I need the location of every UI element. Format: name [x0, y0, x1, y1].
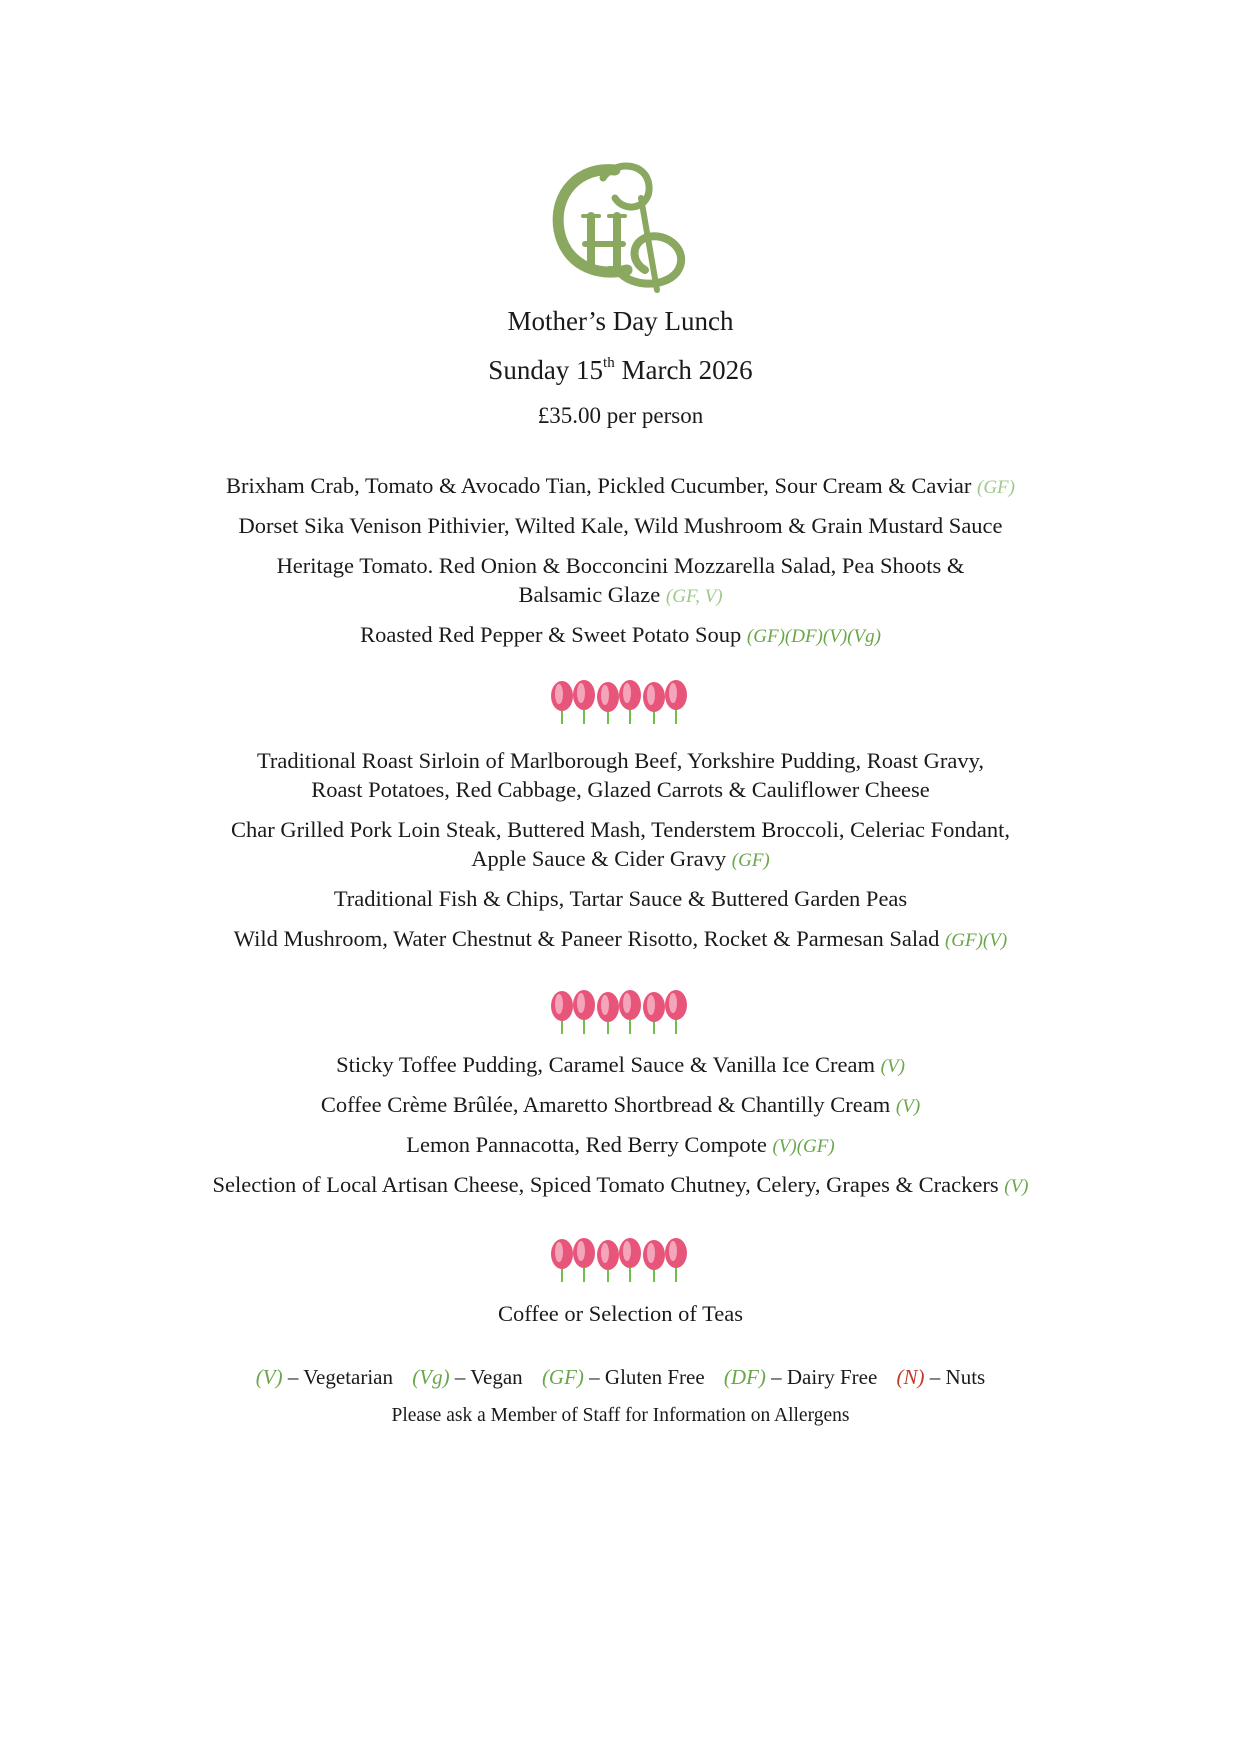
- dietary-legend: [0, 1365, 1241, 1390]
- dietary-tag: (GF)(DF)(V)(Vg): [746, 626, 881, 647]
- dish-text: Sticky Toffee Pudding, Caramel Sauce & Vanilla Ice Cream: [336, 1052, 881, 1077]
- dessert-item: [0, 1089, 1241, 1123]
- dish-text-line1: Traditional Roast Sirloin of Marlborough Beef, Yorkshire Pudding, Roast Gravy,: [256, 748, 985, 773]
- starter-item: [0, 470, 1241, 504]
- dish-text: Roasted Red Pepper & Sweet Potato Soup: [360, 622, 747, 647]
- main-item-continued: [0, 774, 1241, 806]
- legend-label-nuts: – Nuts: [924, 1365, 986, 1389]
- starter-item-continued: [0, 579, 1241, 613]
- dish-text: Lemon Pannacotta, Red Berry Compote: [406, 1132, 773, 1157]
- dish-text: Wild Mushroom, Water Chestnut & Paneer Risotto, Rocket & Parmesan Salad: [233, 926, 945, 951]
- legend-code-vegan: (Vg): [412, 1365, 450, 1389]
- dessert-item: [0, 1169, 1241, 1203]
- dish-text-line1: Char Grilled Pork Loin Steak, Buttered Mash, Tenderstem Broccoli, Celeriac Fondant,: [230, 817, 1011, 842]
- dish-text: Traditional Fish & Chips, Tartar Sauce & Buttered Garden Peas: [333, 886, 908, 911]
- legend-code-nuts: (N): [896, 1365, 925, 1389]
- legend-code-gluten-free: (GF): [541, 1365, 584, 1389]
- dietary-tag: (GF)(V): [944, 930, 1008, 951]
- tulips-divider-icon: [550, 680, 690, 724]
- legend-label-dairy-free: – Dairy Free: [765, 1365, 878, 1389]
- ch-monogram-logo: [545, 158, 695, 298]
- legend-label-vegetarian: – Vegetarian: [282, 1365, 393, 1389]
- menu-title: Mother’s Day Lunch: [507, 306, 734, 336]
- legend-code-vegetarian: (V): [255, 1365, 283, 1389]
- main-item: [0, 883, 1241, 915]
- dietary-tag: (V): [880, 1056, 905, 1077]
- dish-text-line2: Roast Potatoes, Red Cabbage, Glazed Carrots & Cauliflower Cheese: [311, 777, 930, 802]
- dessert-item: [0, 1129, 1241, 1163]
- legend-label-gluten-free: – Gluten Free: [583, 1365, 705, 1389]
- legend-code-dairy-free: (DF): [723, 1365, 766, 1389]
- dietary-tag: (V): [895, 1096, 921, 1117]
- starter-item: [0, 550, 1241, 582]
- dietary-tag: (GF, V): [665, 586, 723, 607]
- dish-text-line2: Balsamic Glaze: [518, 582, 666, 607]
- coffee-line: Coffee or Selection of Teas: [497, 1301, 744, 1326]
- dietary-tag: (V)(GF): [772, 1136, 835, 1157]
- allergen-note: Please ask a Member of Staff for Information on Allergens: [391, 1405, 850, 1426]
- dish-text: Selection of Local Artisan Cheese, Spiced Tomato Chutney, Celery, Grapes & Crackers: [212, 1172, 1005, 1197]
- tulips-divider-icon: [550, 1238, 690, 1282]
- starter-item: [0, 619, 1241, 653]
- menu-price: £35.00 per person: [537, 403, 704, 428]
- dish-text-line1: Heritage Tomato. Red Onion & Bocconcini Mozzarella Salad, Pea Shoots &: [276, 553, 965, 578]
- date-suffix: March 2026: [614, 355, 753, 385]
- dietary-tag: (GF): [977, 477, 1015, 498]
- menu-date: [0, 355, 1241, 386]
- date-prefix: Sunday 15: [488, 355, 604, 385]
- dietary-tag: (GF): [731, 850, 770, 871]
- starter-item: [0, 510, 1241, 544]
- dish-text: Brixham Crab, Tomato & Avocado Tian, Pickled Cucumber, Sour Cream & Caviar: [226, 473, 977, 498]
- main-item: [0, 814, 1241, 846]
- legend-label-vegan: – Vegan: [449, 1365, 523, 1389]
- dietary-tag: (V): [1004, 1176, 1029, 1197]
- main-item: [0, 923, 1241, 957]
- dish-text: Coffee Crème Brûlée, Amaretto Shortbread & Chantilly Cream: [320, 1092, 896, 1117]
- main-item-continued: [0, 843, 1241, 877]
- tulips-divider-icon: [550, 990, 690, 1034]
- dish-text-line2: Apple Sauce & Cider Gravy: [471, 846, 732, 871]
- main-item: [0, 745, 1241, 777]
- date-ordinal: th: [603, 355, 615, 371]
- dish-text: Dorset Sika Venison Pithivier, Wilted Kale, Wild Mushroom & Grain Mustard Sauce: [238, 513, 1003, 538]
- dessert-item: [0, 1049, 1241, 1083]
